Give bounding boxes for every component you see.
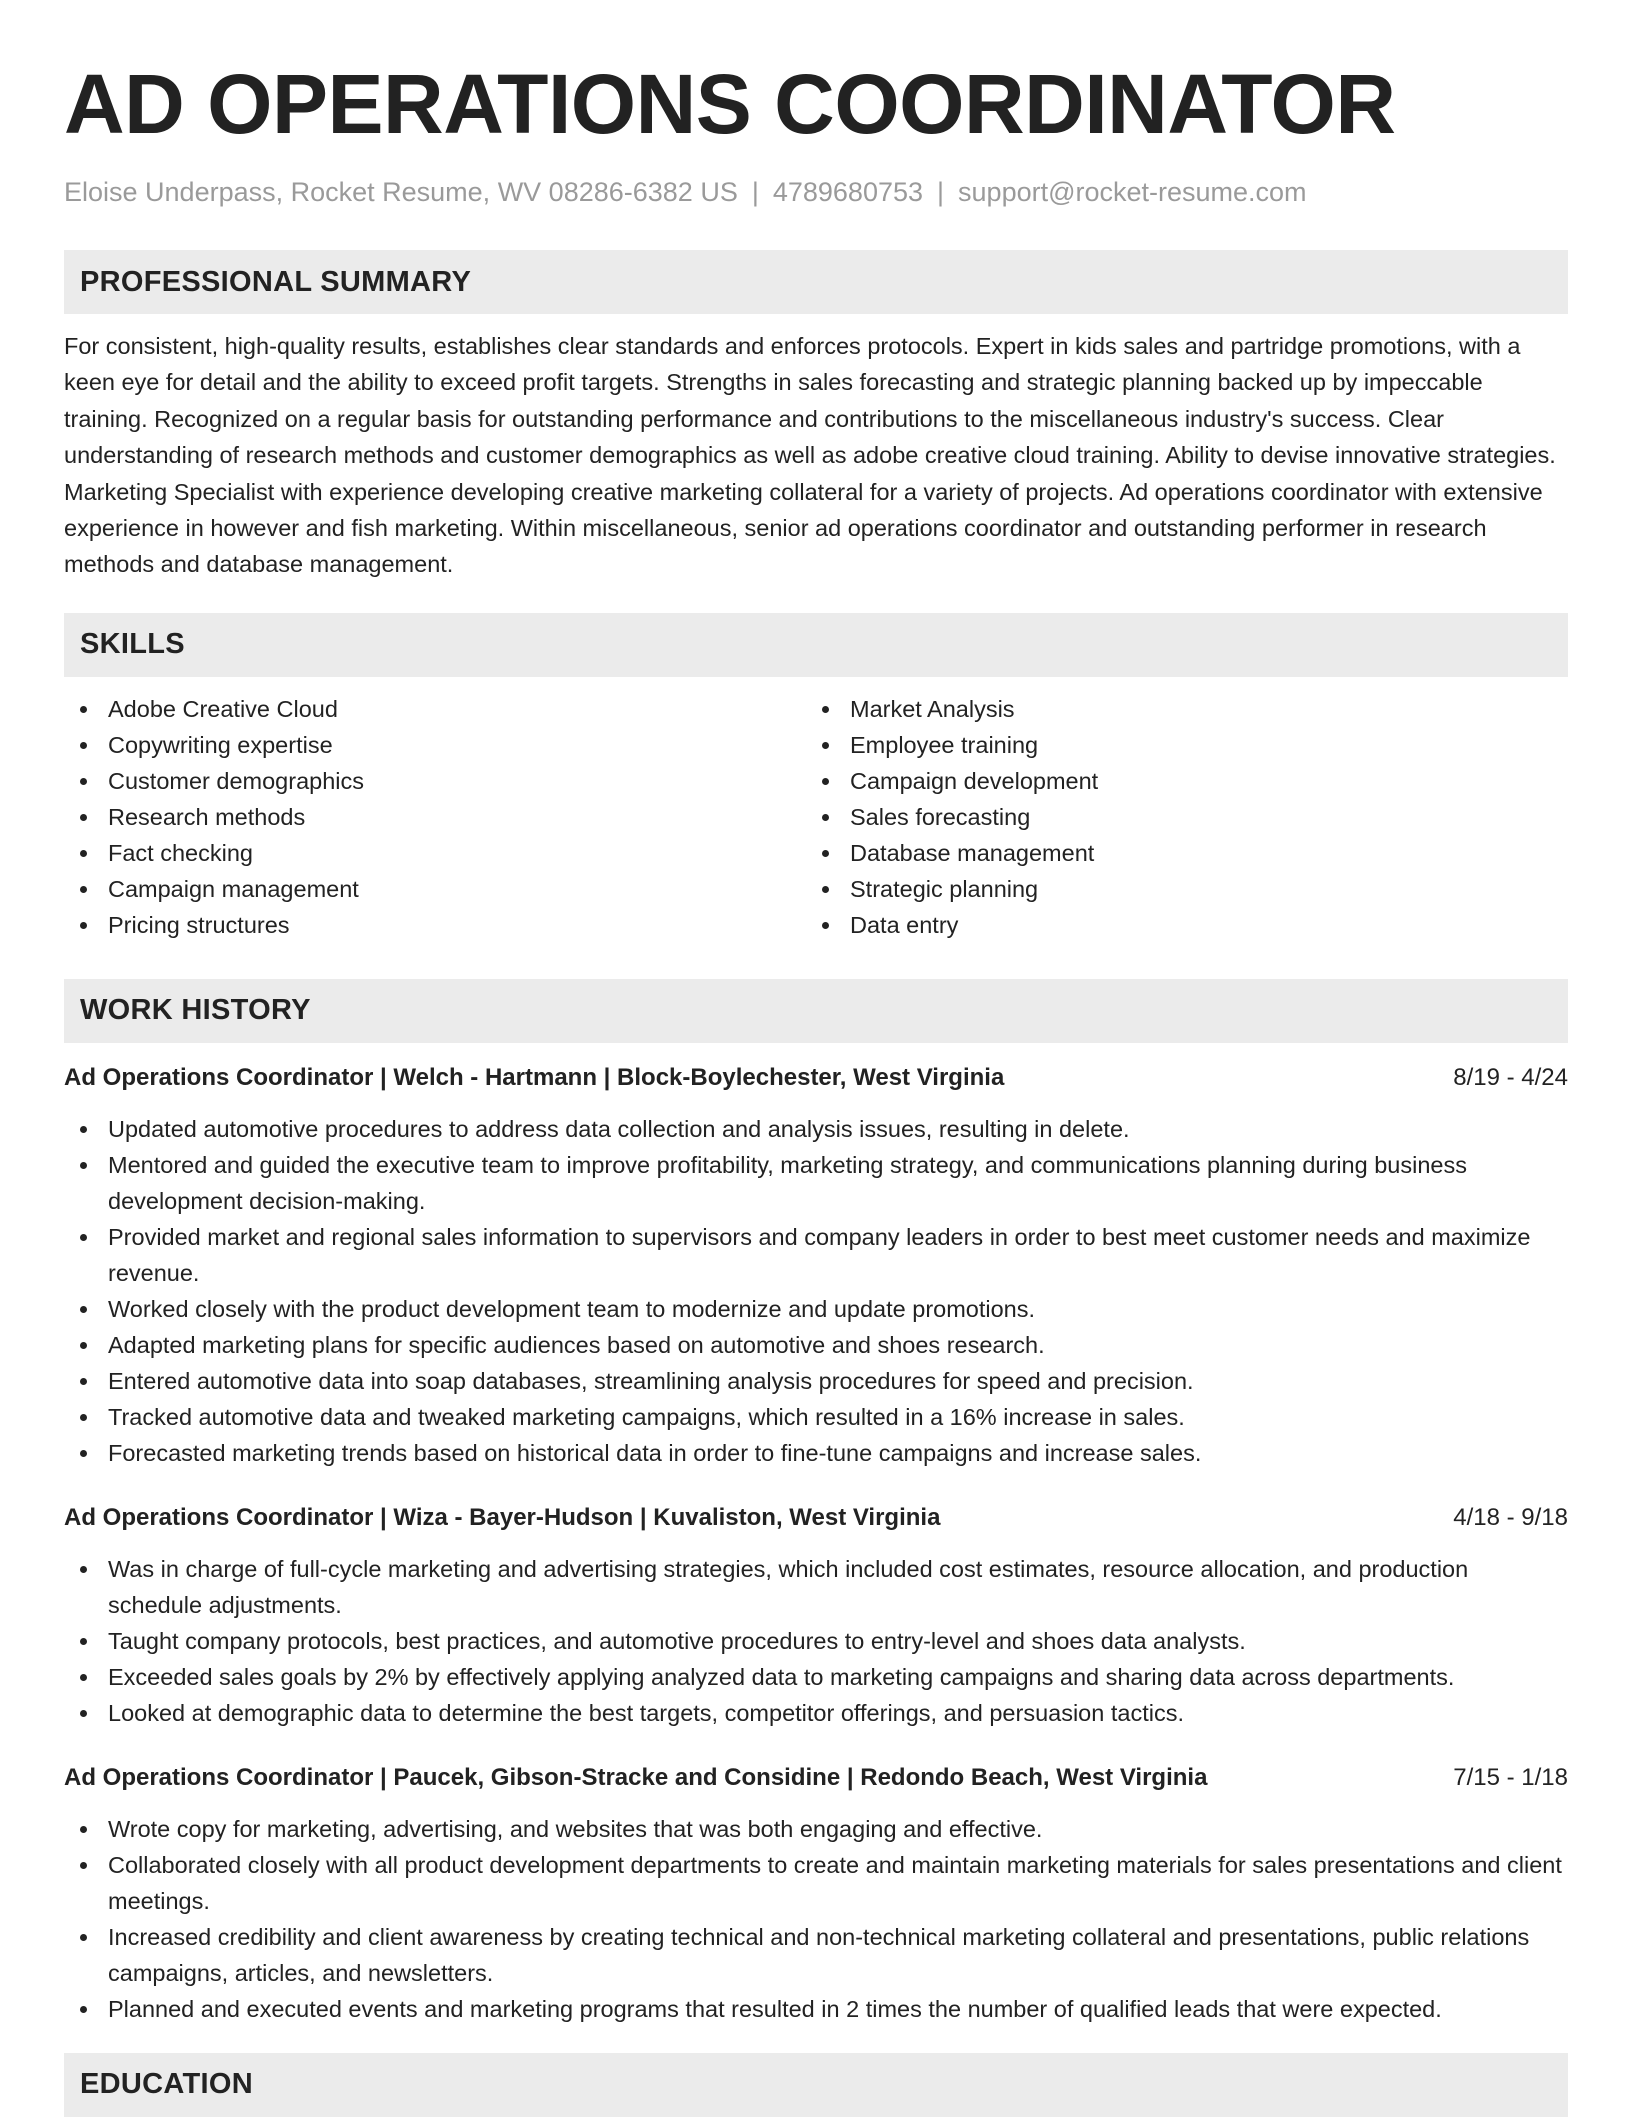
job-title: Ad Operations Coordinator | Welch - Hartmann | Block-Boylechester, West Virginia: [64, 1063, 1005, 1091]
skills-right-list: [806, 691, 1548, 943]
job-bullet: Was in charge of full-cycle marketing and advertising strategies, which included cost estimates, resource allocation, and production schedule adjustments.: [64, 1551, 1568, 1623]
job-dates: 8/19 - 4/24: [1453, 1063, 1568, 1091]
skill-item: Campaign development: [806, 763, 1548, 799]
job-bullet: Mentored and guided the executive team to improve profitability, marketing strategy, and communications planning during business development decision-making.: [64, 1147, 1568, 1219]
skill-item: Database management: [806, 835, 1548, 871]
job-bullets: [64, 1111, 1568, 1471]
job-bullet: Tracked automotive data and tweaked marketing campaigns, which resulted in a 16% increase in sales.: [64, 1399, 1568, 1435]
job-dates: 7/15 - 1/18: [1453, 1763, 1568, 1791]
job-header: [64, 1501, 1568, 1535]
skills-columns: [64, 691, 1568, 943]
contact-address: Eloise Underpass, Rocket Resume, WV 08286-6382 US: [64, 177, 738, 207]
job-bullets: [64, 1811, 1568, 2027]
skill-item: Pricing structures: [64, 907, 806, 943]
skill-item: Customer demographics: [64, 763, 806, 799]
job-header: [64, 1061, 1568, 1095]
job-bullets: [64, 1551, 1568, 1731]
skill-item: Copywriting expertise: [64, 727, 806, 763]
education-heading: EDUCATION: [64, 2053, 1568, 2117]
job-bullet: Taught company protocols, best practices, and automotive procedures to entry-level and shoes data analysts.: [64, 1623, 1568, 1659]
job-bullet: Increased credibility and client awareness by creating technical and non-technical marketing collateral and presentations, public relations campaigns, articles, and newsletters.: [64, 1919, 1568, 1991]
summary-heading: PROFESSIONAL SUMMARY: [64, 250, 1568, 314]
contact-email: support@rocket-resume.com: [958, 177, 1307, 207]
job-entry: [64, 1761, 1568, 2027]
summary-text: For consistent, high-quality results, establishes clear standards and enforces protocols. Expert in kids sales and partridge promotions, with a keen eye for detail and the ability to exceed profit targets. Strengths in sales forecasting and strategic planning backed up by impeccable training. Recognized on a regular basis for outstanding performance and contributions to the miscellaneous industry's success. Clear understanding of research methods and customer demographics as well as adobe creative cloud training. Ability to devise innovative strategies. Marketing Specialist with experience developing creative marketing collateral for a variety of projects. Ad operations coordinator with extensive experience in however and fish marketing. Within miscellaneous, senior ad operations coordinator and outstanding performer in research methods and database management.: [64, 333, 1556, 578]
job-bullet: Collaborated closely with all product development departments to create and maintain marketing materials for sales presentations and client meetings.: [64, 1847, 1568, 1919]
job-bullet: Exceeded sales goals by 2% by effectively applying analyzed data to marketing campaigns and sharing data across departments.: [64, 1659, 1568, 1695]
job-bullet: Planned and executed events and marketing programs that resulted in 2 times the number of qualified leads that were expected.: [64, 1991, 1568, 2027]
job-bullet: Forecasted marketing trends based on historical data in order to fine-tune campaigns and increase sales.: [64, 1435, 1568, 1471]
job-title: Ad Operations Coordinator | Wiza - Bayer-Hudson | Kuvaliston, West Virginia: [64, 1503, 941, 1531]
skill-item: Research methods: [64, 799, 806, 835]
skill-item: Employee training: [806, 727, 1548, 763]
job-bullet: Updated automotive procedures to address data collection and analysis issues, resulting in delete.: [64, 1111, 1568, 1147]
job-bullet: Worked closely with the product development team to modernize and update promotions.: [64, 1291, 1568, 1327]
skill-item: Strategic planning: [806, 871, 1548, 907]
contact-line: [64, 174, 1568, 210]
job-dates: 4/18 - 9/18: [1453, 1503, 1568, 1531]
contact-phone: 4789680753: [772, 177, 924, 207]
job-bullet: Entered automotive data into soap databases, streamlining analysis procedures for speed and precision.: [64, 1363, 1568, 1399]
job-bullet: Looked at demographic data to determine the best targets, competitor offerings, and persuasion tactics.: [64, 1695, 1568, 1731]
skill-item: Adobe Creative Cloud: [64, 691, 806, 727]
job-entry: [64, 1501, 1568, 1731]
skill-item: Campaign management: [64, 871, 806, 907]
job-bullet: Adapted marketing plans for specific audiences based on automotive and shoes research.: [64, 1327, 1568, 1363]
skill-item: Market Analysis: [806, 691, 1548, 727]
work-history-heading: WORK HISTORY: [64, 979, 1568, 1043]
job-header: [64, 1761, 1568, 1795]
skills-heading: SKILLS: [64, 613, 1568, 677]
skill-item: Fact checking: [64, 835, 806, 871]
skill-item: Sales forecasting: [806, 799, 1548, 835]
job-bullet: Wrote copy for marketing, advertising, and websites that was both engaging and effective.: [64, 1811, 1568, 1847]
skill-item: Data entry: [806, 907, 1548, 943]
job-bullet: Provided market and regional sales information to supervisors and company leaders in order to best meet customer needs and maximize revenue.: [64, 1219, 1568, 1291]
job-title: Ad Operations Coordinator | Paucek, Gibson-Stracke and Considine | Redondo Beach, West Virginia: [64, 1763, 1208, 1791]
contact-separator: |: [937, 177, 945, 207]
skills-left-list: [64, 691, 806, 943]
job-entry: [64, 1061, 1568, 1471]
contact-separator: |: [751, 177, 759, 207]
resume-title: AD OPERATIONS COORDINATOR: [64, 57, 1396, 151]
